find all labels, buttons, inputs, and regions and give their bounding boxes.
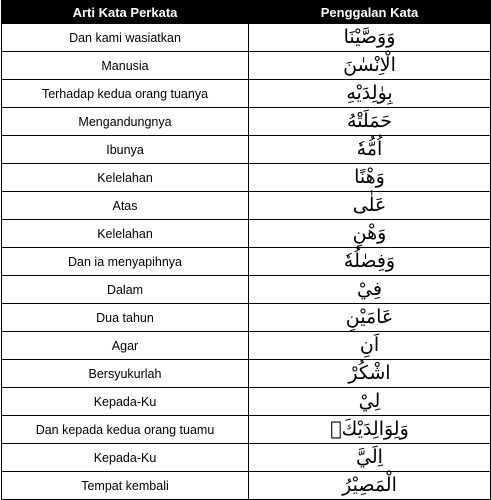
word-meaning: Bersyukurlah [2, 360, 249, 388]
arabic-word: اَنِ [249, 332, 491, 360]
table-row [2, 192, 491, 220]
table-row [2, 444, 491, 472]
word-meaning: Manusia [2, 52, 249, 80]
table-row [2, 108, 491, 136]
header-word: Penggalan Kata [249, 1, 491, 24]
arabic-word: حَمَلَتْهُ [249, 108, 491, 136]
word-meaning: Terhadap kedua orang tuanya [2, 80, 249, 108]
table-row [2, 360, 491, 388]
word-meaning: Dan kepada kedua orang tuamu [2, 416, 249, 444]
arabic-word: وَوَصَّيْنَا [249, 24, 491, 52]
table-row [2, 80, 491, 108]
table-row [2, 164, 491, 192]
table-row [2, 24, 491, 52]
word-meaning: Kelelahan [2, 220, 249, 248]
table-row [2, 304, 491, 332]
table-row [2, 220, 491, 248]
word-meaning: Kepada-Ku [2, 444, 249, 472]
arabic-word: وَلِوَالِدَيْكَۗ [249, 416, 491, 444]
arabic-word: الْمَصِيْرُ [249, 472, 491, 500]
arabic-word: اُمُّهٗ [249, 136, 491, 164]
arabic-word: اشْكُرْ [249, 360, 491, 388]
word-meaning: Dan ia menyapihnya [2, 248, 249, 276]
word-meaning: Ibunya [2, 136, 249, 164]
word-meaning: Dua tahun [2, 304, 249, 332]
word-meaning: Dan kami wasiatkan [2, 24, 249, 52]
table-row [2, 388, 491, 416]
word-meaning: Kepada-Ku [2, 388, 249, 416]
word-meaning: Agar [2, 332, 249, 360]
table-body [2, 24, 491, 500]
table-row [2, 276, 491, 304]
table-row [2, 332, 491, 360]
word-meaning: Dalam [2, 276, 249, 304]
word-meaning: Mengandungnya [2, 108, 249, 136]
arabic-word: عَامَيْنِ [249, 304, 491, 332]
word-meaning: Tempat kembali [2, 472, 249, 500]
word-meaning: Kelelahan [2, 164, 249, 192]
arabic-word: اِلَيَّ [249, 444, 491, 472]
arabic-word: بِوٰلِدَيْهِ [249, 80, 491, 108]
word-meaning: Atas [2, 192, 249, 220]
table-row [2, 472, 491, 500]
arabic-word: وَهْنٍ [249, 220, 491, 248]
table-row [2, 136, 491, 164]
table-row [2, 416, 491, 444]
arabic-word: وَفِصٰلُهٗ [249, 248, 491, 276]
arabic-word: فِيْ [249, 276, 491, 304]
arabic-word: وَهْنًا [249, 164, 491, 192]
header-meaning: Arti Kata Perkata [2, 1, 249, 24]
table-row [2, 248, 491, 276]
arabic-word: عَلٰى [249, 192, 491, 220]
vocabulary-table [1, 0, 491, 500]
table-row [2, 52, 491, 80]
arabic-word: الْاِنْسٰنَ [249, 52, 491, 80]
table-header-row [2, 1, 491, 24]
arabic-word: لِيْ [249, 388, 491, 416]
